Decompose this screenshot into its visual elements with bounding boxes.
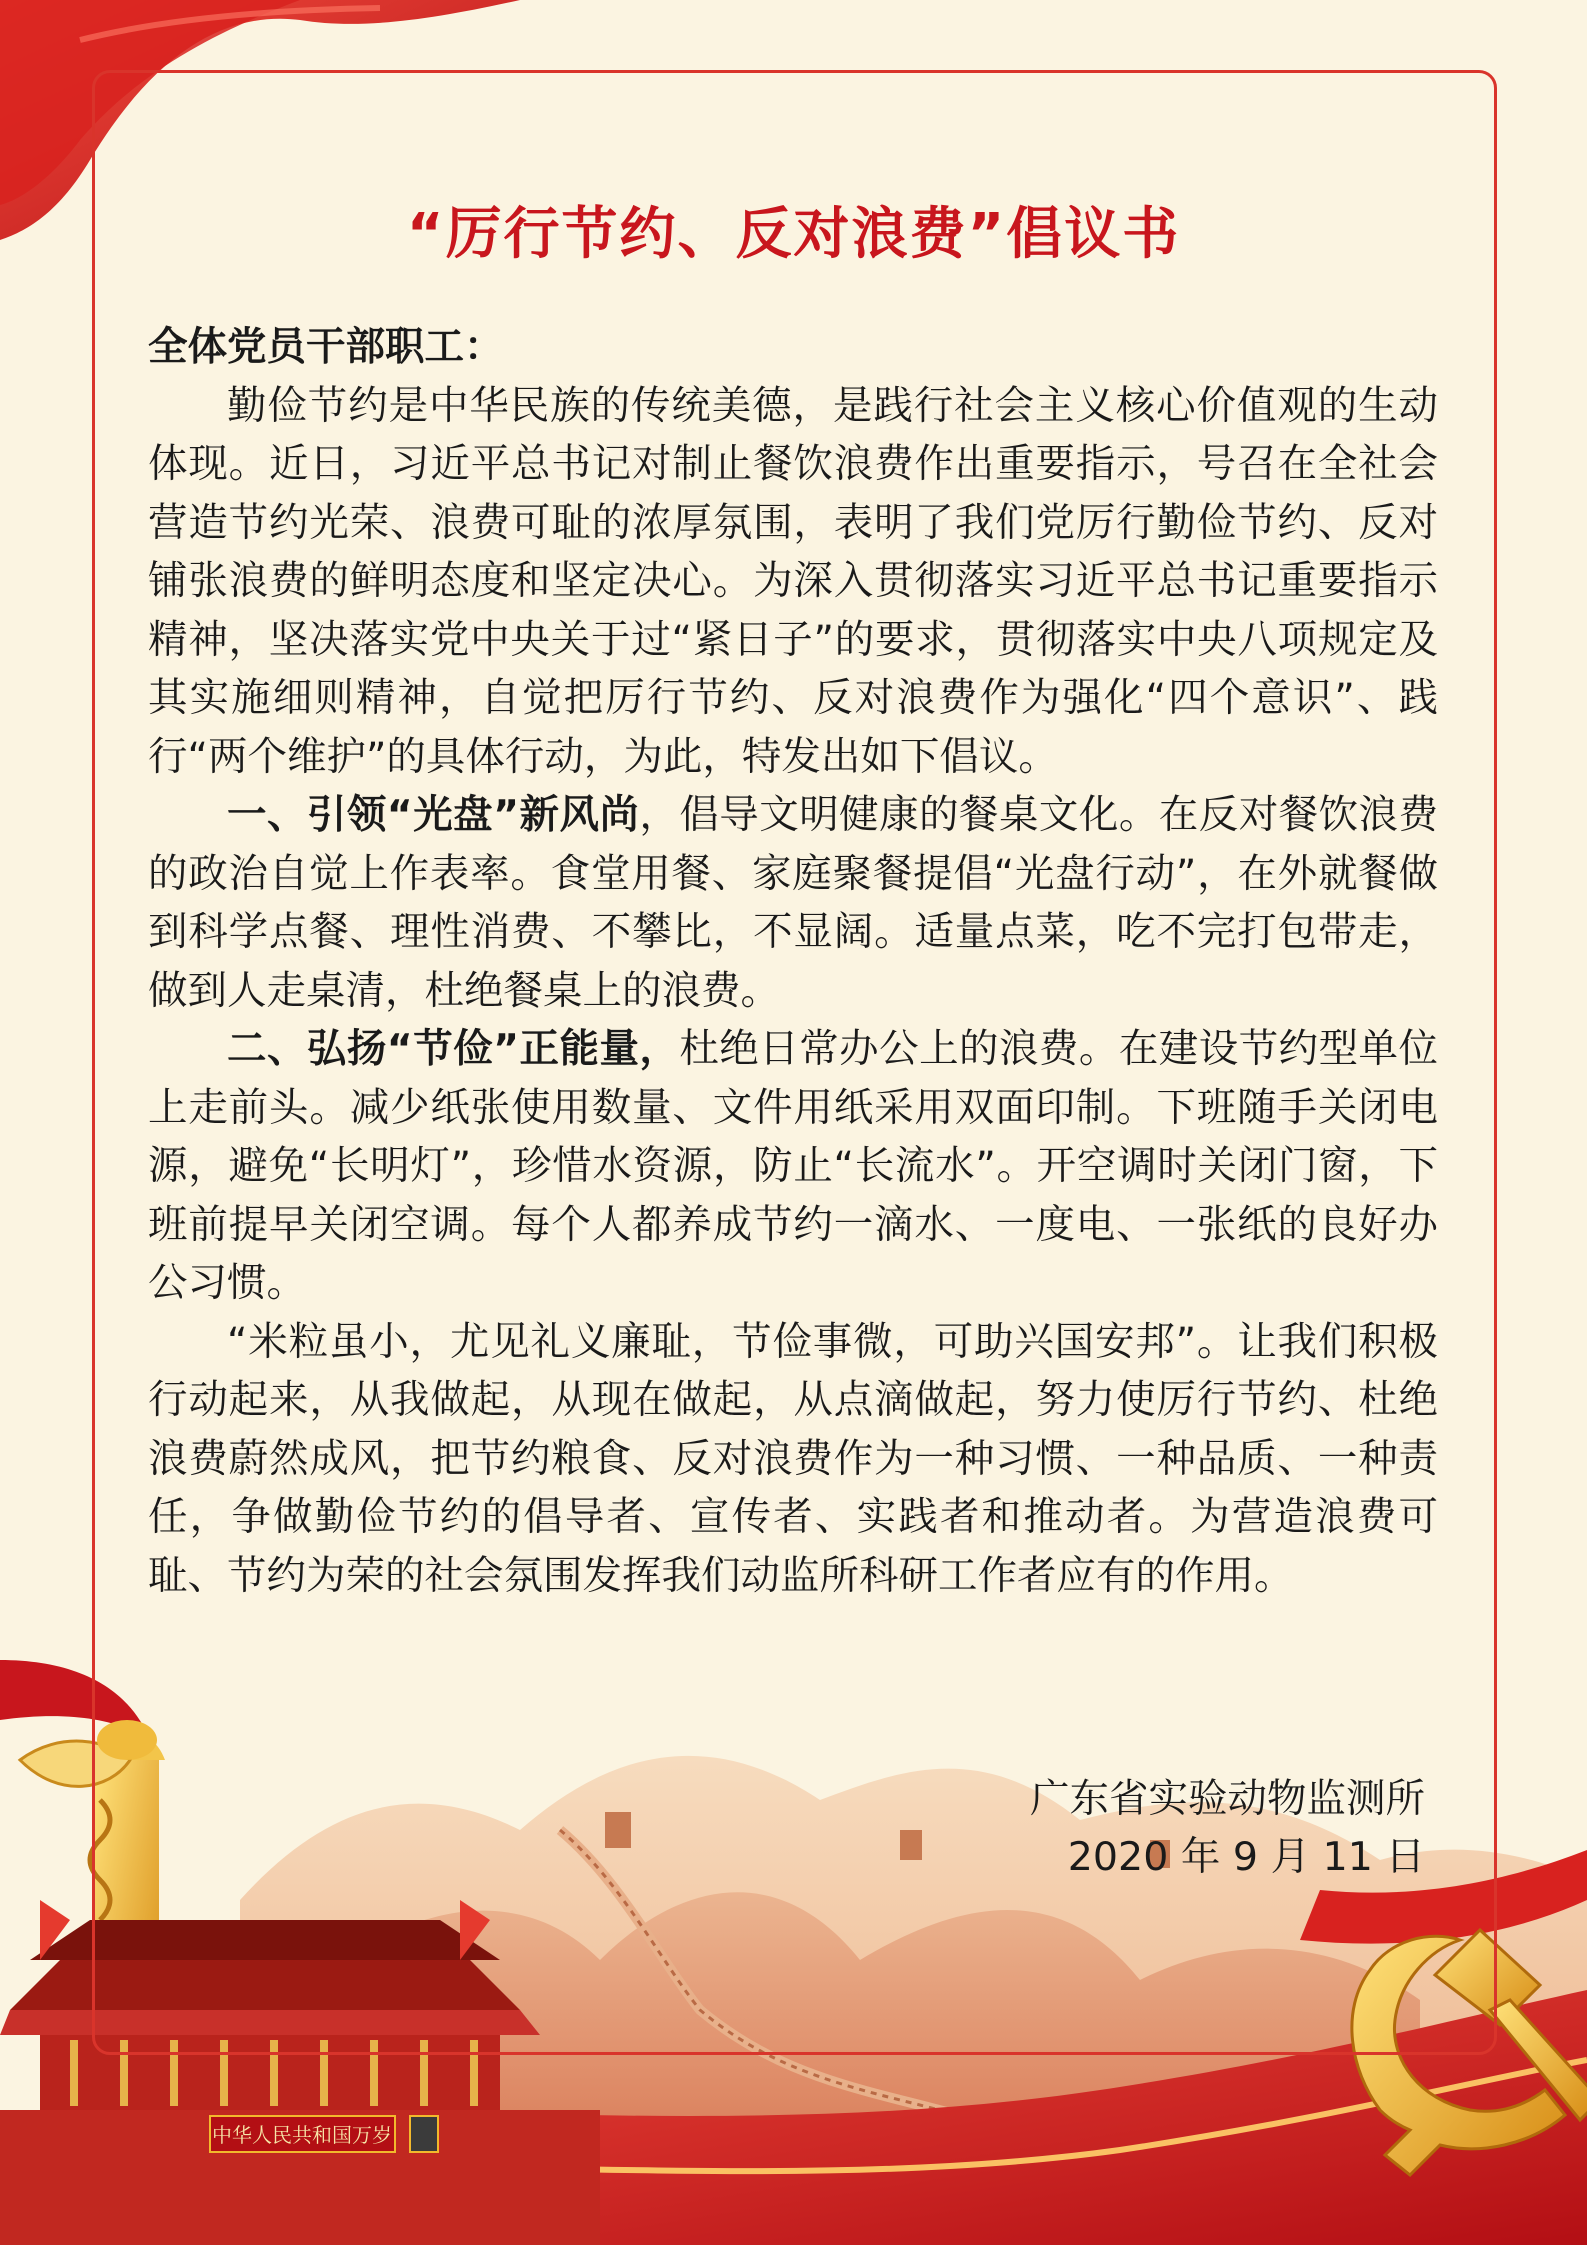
proposal-one-text: ，倡导文明健康的餐桌文化。在反对餐饮浪费的政治自觉上作表率。食堂用餐、家庭聚餐提倡“光盘行动”，在外就餐做到科学点餐、理性消费、不攀比，不显阔。适量点菜，吃不完打包带走，做到人走桌清，杜绝餐桌上的浪费。 bbox=[148, 792, 1439, 1014]
proposal-two-paragraph bbox=[148, 1020, 1438, 1313]
signature-date: 2020 年 9 月 11 日 bbox=[1067, 1834, 1425, 1880]
signature-block bbox=[900, 1770, 1425, 1886]
signature-org: 广东省实验动物监测所 bbox=[1030, 1776, 1425, 1822]
intro-paragraph: 勤俭节约是中华民族的传统美德，是践行社会主义核心价值观的生动体现。近日，习近平总书记对制止餐饮浪费作出重要指示，号召在全社会营造节约光荣、浪费可耻的浓厚氛围，表明了我们党厉行勤俭节约、反对铺张浪费的鲜明态度和坚定决心。为深入贯彻落实习近平总书记重要指示精神，坚决落实党中央关于过“紧日子”的要求，贯彻落实中央八项规定及其实施细则精神，自觉把厉行节约、反对浪费作为强化“四个意识”、践行“两个维护”的具体行动，为此，特发出如下倡议。 bbox=[148, 382, 1438, 780]
proposal-one-heading: 一、引领“光盘”新风尚 bbox=[227, 792, 640, 838]
proposal-one-paragraph bbox=[148, 786, 1438, 1020]
closing-paragraph: “米粒虽小，尤见礼义廉耻，节俭事微，可助兴国安邦”。让我们积极行动起来，从我做起，从现在做起，从点滴做起，努力使厉行节约、杜绝浪费蔚然成风，把节约粮食、反对浪费作为一种习惯、一种品质、一种责任，争做勤俭节约的倡导者、宣传者、实践者和推动者。为营造浪费可耻、节约为荣的社会氛围发挥我们动监所科研工作者应有的作用。 bbox=[148, 1318, 1438, 1599]
proposal-two-heading: 二、弘扬“节俭”正能量， bbox=[227, 1026, 680, 1072]
gate-banner-text: 中华人民共和国万岁 bbox=[212, 2123, 392, 2147]
proposal-two-text: 杜绝日常办公上的浪费。在建设节约型单位上走前头。减少纸张使用数量、文件用纸采用双面印制。下班随手关闭电源，避免“长明灯”，珍惜水资源，防止“长流水”。开空调时关闭门窗，下班前提早关闭空调。每个人都养成节约一滴水、一度电、一张纸的良好办公习惯。 bbox=[148, 1026, 1439, 1306]
page-title: “厉行节约、反对浪费”倡议书 bbox=[406, 202, 1181, 267]
salutation: 全体党员干部职工： bbox=[148, 324, 504, 370]
letter-body bbox=[148, 318, 1438, 1605]
